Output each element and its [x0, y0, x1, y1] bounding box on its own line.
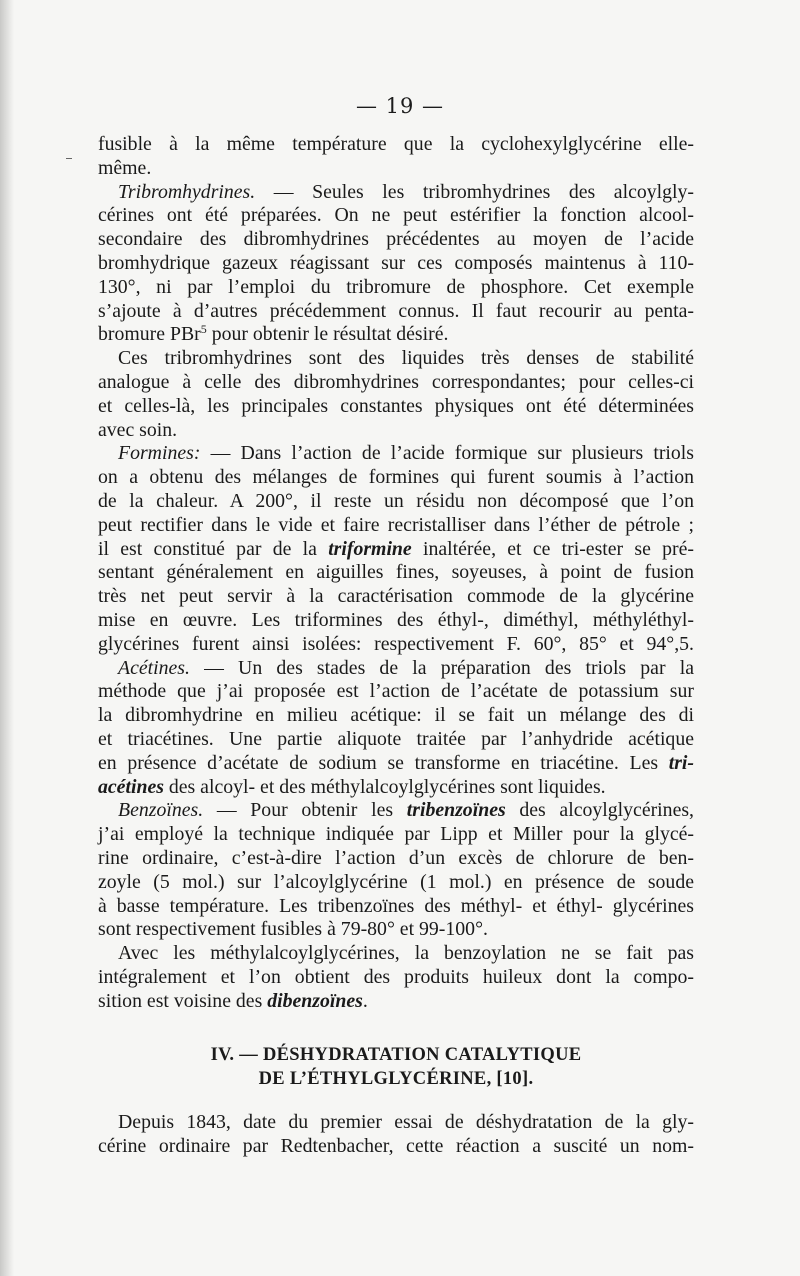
- emphasis-triformine: triformine: [328, 537, 412, 560]
- text-line: glycérines furent ainsi isolées: respectivement F. 60°, 85° et 94°,5.: [98, 632, 694, 655]
- text-line: sition est voisine des dibenzoïnes.: [98, 989, 368, 1012]
- page-number: — 19 —: [355, 94, 445, 118]
- text-line: secondaire des dibromhydrines précédentes au moyen de l’acide: [98, 228, 694, 251]
- text-line: intégralement et l’on obtient des produits huileux dont la compo-: [98, 965, 694, 988]
- text-line: méthode que j’ai proposée est l’action de l’acétate de potassium sur: [98, 680, 694, 703]
- text-line: très net peut servir à la caractérisation commode de la glycérine: [98, 585, 694, 608]
- text-line: en présence d’acétate de sodium se transforme en triacétine. Les tri-: [98, 751, 694, 774]
- paragraph-title-formines: Formines:: [118, 442, 201, 465]
- emphasis-triacetines: tri-: [668, 751, 694, 774]
- text-line: on a obtenu des mélanges de formines qui furent soumis à l’action: [98, 466, 694, 489]
- text-line: Ces tribromhydrines sont des liquides très denses de stabilité: [118, 347, 694, 370]
- text-line: la dibromhydrine en milieu acétique: il se fait un mélange des di: [98, 704, 694, 727]
- text-line: à basse température. Les tribenzoïnes des méthyl- et éthyl- glycérines: [98, 894, 694, 917]
- paragraph-title-benzoines: Benzoïnes.: [118, 799, 204, 822]
- text-line: s’ajoute à d’autres précédemment connus. Il faut recourir au penta-: [98, 299, 694, 322]
- text-line: Tribromhydrines. — Seules les tribromhydrines des alcoylgly-: [118, 180, 694, 203]
- text-line: il est constitué par de la triformine inaltérée, et ce tri-ester se pré-: [98, 537, 695, 560]
- text-line: Acétines. — Un des stades de la préparation des triols par la: [118, 656, 694, 679]
- text-line: avec soin.: [98, 418, 178, 441]
- text-line: Benzoïnes. — Pour obtenir les tribenzoïnes des alcoylglycérines,: [118, 799, 694, 822]
- text-line: et celles-là, les principales constantes physiques ont été déterminées: [98, 394, 694, 417]
- superscript: 5: [200, 322, 207, 337]
- text-line: peut rectifier dans le vide et faire recristalliser dans l’éther de pétrole ;: [98, 513, 694, 536]
- text-line: sentant généralement en aiguilles fines, soyeuses, à point de fusion: [98, 561, 694, 584]
- text-line: mise en œuvre. Les triformines des éthyl-, diméthyl, méthyléthyl-: [98, 608, 694, 631]
- section-body-text: [98, 1111, 694, 1159]
- text-line: cérines ont été préparées. On ne peut estérifier la fonction alcool-: [98, 204, 694, 227]
- margin-mark: [66, 158, 72, 159]
- text-line: cérine ordinaire par Redtenbacher, cette réaction a suscité un nom-: [98, 1134, 694, 1157]
- emphasis-tribenzoines: tribenzoïnes: [406, 799, 506, 822]
- paragraph-title-acetines: Acétines.: [118, 656, 190, 679]
- text-line: j’ai employé la technique indiquée par Lipp et Miller pour la glycé-: [98, 823, 694, 846]
- section-heading: IV. — DÉSHYDRATATION CATALYTIQUE: [210, 1045, 582, 1065]
- body-text: [98, 133, 694, 1013]
- text-line: 130°, ni par l’emploi du tribromure de phosphore. Cet exemple: [98, 275, 694, 298]
- text-line: et triacétines. Une partie aliquote traitée par l’anhydride acétique: [98, 727, 694, 750]
- text-line: bromure PBr$^5$ pour obtenir le résultat désiré.: [98, 322, 449, 346]
- text-line: Formines: — Dans l’action de l’acide formique sur plusieurs triols: [118, 442, 694, 465]
- section-heading-subtitle: DE L’ÉTHYLGLYCÉRINE, [10].: [258, 1069, 534, 1089]
- text-line: acétines des alcoyl- et des méthylalcoylglycérines sont liquides.: [98, 775, 606, 798]
- text-line: fusible à la même température que la cyclohexylglycérine elle-: [98, 133, 694, 155]
- text-line: Depuis 1843, date du premier essai de déshydratation de la gly-: [118, 1111, 694, 1133]
- text-line: bromhydrique gazeux réagissant sur ces composés maintenus à 110-: [98, 251, 694, 274]
- text-line: Avec les méthylalcoylglycérines, la benzoylation ne se fait pas: [118, 942, 694, 965]
- text-line: zoyle (5 mol.) sur l’alcoylglycérine (1 mol.) en présence de soude: [98, 870, 694, 893]
- text-line: sont respectivement fusibles à 79-80° et 99-100°.: [98, 918, 488, 941]
- paragraph-title-tribromhydrines: Tribromhydrines.: [118, 180, 256, 203]
- text-line: même.: [98, 156, 152, 179]
- text-line: rine ordinaire, c’est-à-dire l’action d’un excès de chlorure de ben-: [98, 846, 694, 869]
- emphasis-dibenzoines: dibenzoïnes: [267, 989, 363, 1012]
- text-line: de la chaleur. A 200°, il reste un résidu non décomposé que l’on: [98, 489, 694, 512]
- text-line: analogue à celle des dibromhydrines correspondantes; pour celles-ci: [98, 370, 694, 393]
